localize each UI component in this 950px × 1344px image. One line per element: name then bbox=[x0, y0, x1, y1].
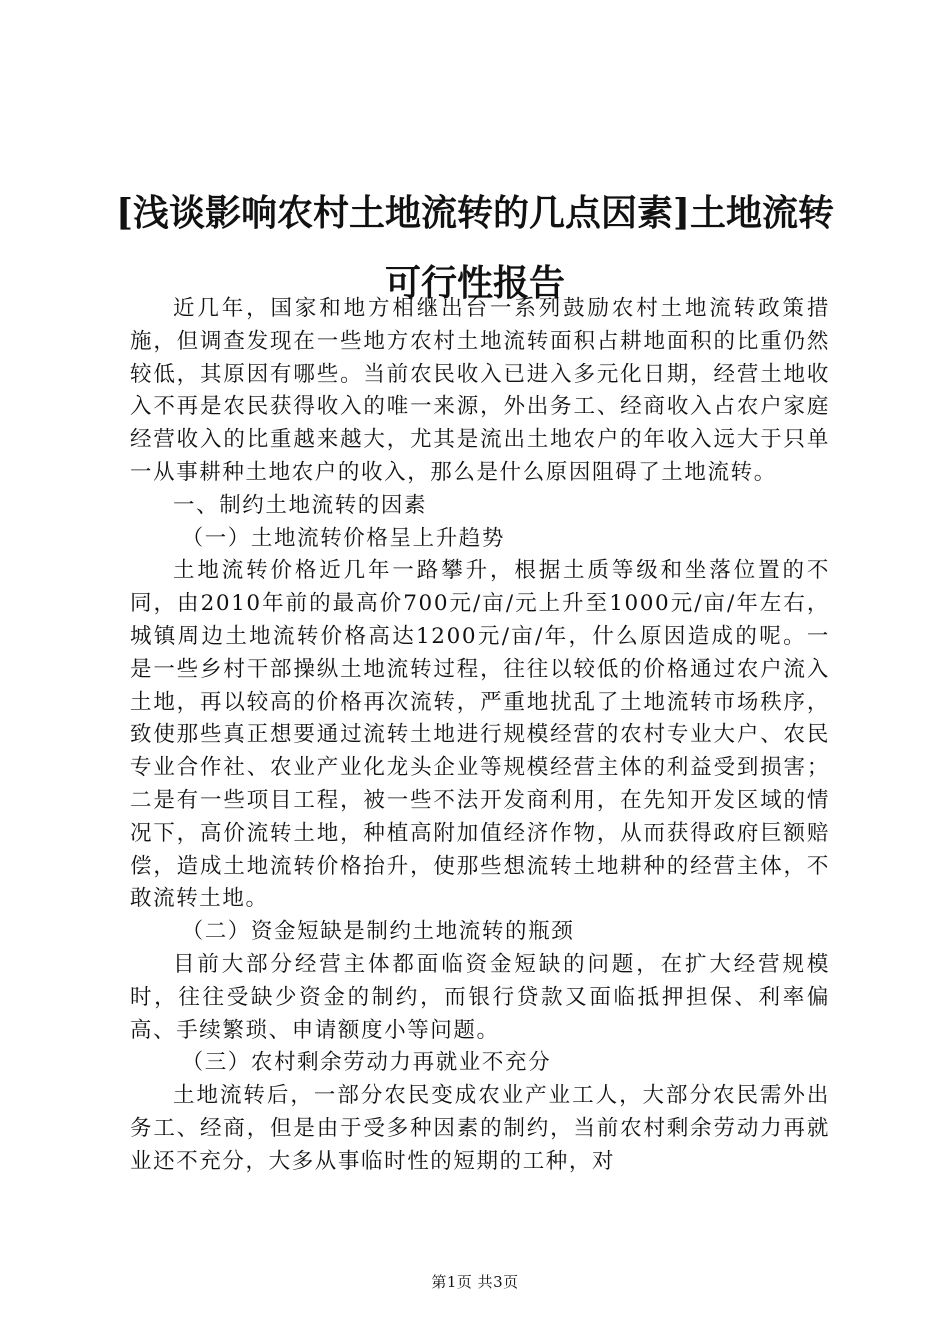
paragraph-labor: 土地流转后，一部分农民变成农业产业工人，大部分农民需外出务工、经商，但是由于受多种因素的制约，当前农村剩余劳动力再就业还不充分，大多从事临时性的短期的工种，对 bbox=[130, 1083, 830, 1174]
subsection-heading-3: （三）农村剩余劳动力再就业不充分 bbox=[181, 1050, 552, 1076]
page-footer: 第1页 共3页 bbox=[431, 1273, 519, 1291]
document-title: [浅谈影响农村土地流转的几点因素]土地流转可行性报告 bbox=[115, 192, 835, 304]
subsection-heading-2: （二）资金短缺是制约土地流转的瓶颈 bbox=[181, 919, 575, 945]
document-body bbox=[130, 293, 830, 1179]
paragraph-intro: 近几年，国家和地方相继出台一系列鼓励农村土地流转政策措施，但调查发现在一些地方农村土地流转面积占耕地面积的比重仍然较低，其原因有哪些。当前农民收入已进入多元化日期，经营土地收入不再是农民获得收入的唯一来源，外出务工、经商收入占农户家庭经营收入的比重越来越大，尤其是流出土地农户的年收入远大于只单一从事耕种土地农户的收入，那么是什么原因阻碍了土地流转。 bbox=[130, 296, 830, 485]
section-heading-1: 一、制约土地流转的因素 bbox=[173, 492, 428, 518]
subsection-heading-1: （一）土地流转价格呈上升趋势 bbox=[181, 525, 505, 551]
paragraph-funding: 目前大部分经营主体都面临资金短缺的问题，在扩大经营规模时，往往受缺少资金的制约，而银行贷款又面临抵押担保、利率偏高、手续繁琐、申请额度小等问题。 bbox=[130, 951, 830, 1043]
paragraph-price: 土地流转价格近几年一路攀升，根据土质等级和坐落位置的不同，由2010年前的最高价700元/亩/元上升至1000元/亩/年左右，城镇周边土地流转价格高达1200元/亩/年，什么原因造成的呢。一是一些乡村干部操纵土地流转过程，往往以较低的价格通过农户流入土地，再以较高的价格再次流转，严重地扰乱了土地流转市场秩序，致使那些真正想要通过流转土地进行规模经营的农村专业大户、农民专业合作社、农业产业化龙头企业等规模经营主体的利益受到损害；二是有一些项目工程，被一些不法开发商利用，在先知开发区域的情况下，高价流转土地，种植高附加值经济作物，从而获得政府巨额赔偿，造成土地流转价格抬升，使那些想流转土地耕种的经营主体，不敢流转土地。 bbox=[130, 558, 830, 912]
